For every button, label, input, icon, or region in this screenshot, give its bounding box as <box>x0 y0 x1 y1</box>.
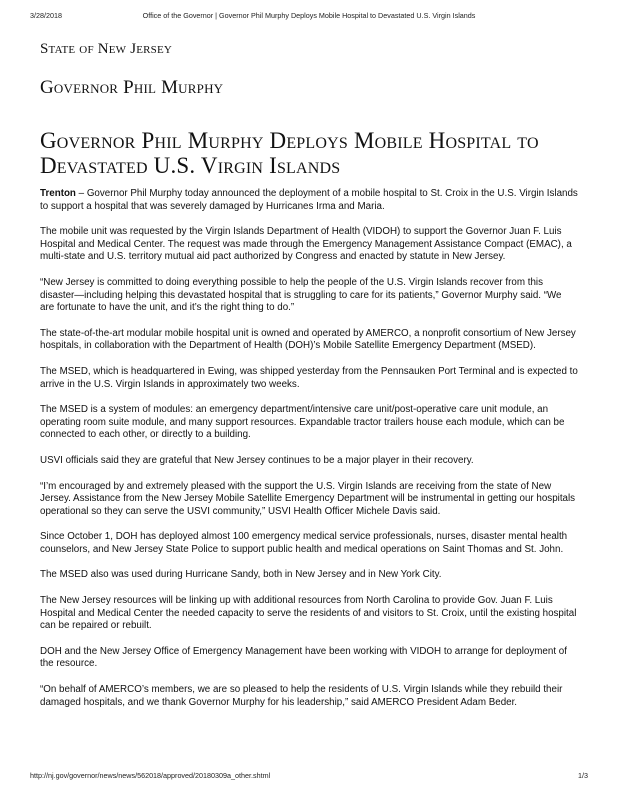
body-paragraph: The mobile unit was requested by the Virgin Islands Department of Health (VIDOH) to support the Governor Juan F. Luis Hospital and Medical Center. The request was made through the Emergency Management Assistance Compact (EMAC), a multi-state and U.S. territory mutual aid pact authorized by Congress and enacted by statute in New Jersey. <box>40 226 572 263</box>
body-paragraph: The MSED also was used during Hurricane Sandy, both in New Jersey and in New York City. <box>40 569 442 581</box>
lead-text: – Governor Phil Murphy today announced the deployment of a mobile hospital to St. Croix in the U.S. Virgin Islands to support a hospital that was severely damaged by Hurricanes Irma and Maria. <box>40 188 578 212</box>
print-page-number: 1/3 <box>578 771 588 780</box>
body-paragraph: “I’m encouraged by and extremely pleased with the support the U.S. Virgin Islands are receiving from the state of New Jersey. Assistance from the New Jersey Mobile Satellite Emergency Department will be instrumental in getting our hospitals operational so they can serve the USVI community,” USVI Health Officer Michele Davis said. <box>40 480 576 517</box>
lead-paragraph <box>40 188 578 213</box>
body-paragraph: “On behalf of AMERCO’s members, we are so pleased to help the residents of U.S. Virgin Islands while they rebuild their damaged hospitals, and we thank Governor Murphy for his leadership,” said AMERCO President Adam Beder. <box>40 684 563 708</box>
article-headline: Governor Phil Murphy Deploys Mobile Hospital to Devastated U.S. Virgin Islands <box>40 128 539 178</box>
state-link[interactable]: State of New Jersey <box>40 41 173 57</box>
body-paragraph: The New Jersey resources will be linking up with additional resources from North Carolina to provide Gov. Juan F. Luis Hospital and Medical Center the needed capacity to serve the residents of and visitors to St. Croix, until the existing hospital can be repaired or rebuilt. <box>40 595 577 632</box>
print-page-title: Office of the Governor | Governor Phil Murphy Deploys Mobile Hospital to Devastated U.S. Virgin Islands <box>142 11 476 20</box>
governor-link[interactable]: Governor Phil Murphy <box>40 77 224 98</box>
body-paragraph: The MSED is a system of modules: an emergency department/intensive care unit/post-operative care unit module, an operating room suite module, and many support resources. Expandable tractor trailers house each module, which can be connected to each other, or directly to a building. <box>40 404 565 441</box>
print-url: http://nj.gov/governor/news/news/562018/approved/20180309a_other.shtml <box>30 771 271 780</box>
body-paragraph: The MSED, which is headquartered in Ewing, was shipped yesterday from the Pennsauken Port Terminal and is expected to arrive in the U.S. Virgin Islands in approximately two weeks. <box>40 365 578 390</box>
body-paragraph: DOH and the New Jersey Office of Emergency Management have been working with VIDOH to arrange for deployment of the resource. <box>40 645 567 670</box>
print-date: 3/28/2018 <box>30 11 62 20</box>
body-paragraph: The state-of-the-art modular mobile hospital unit is owned and operated by AMERCO, a nonprofit consortium of New Jersey hospitals, in collaboration with the Department of Health (DOH)’s Mobile Satellite Emergency Department (MSED). <box>40 327 576 352</box>
body-paragraph: Since October 1, DOH has deployed almost 100 emergency medical service professionals, nurses, disaster mental health counselors, and New Jersey State Police to support public health and medical operations on Saint Thomas and St. John. <box>40 531 568 555</box>
body-paragraph: USVI officials said they are grateful that New Jersey continues to be a major player in their recovery. <box>40 454 474 466</box>
article-body <box>40 188 578 722</box>
body-paragraph: “New Jersey is committed to doing everything possible to help the people of the U.S. Virgin Islands recover from this disaster—including helping this devastated hospital that is struggling to care for its patients,” Governor Murphy said. “We are fortunate to have the unit, and it’s the right thing to do.” <box>40 276 562 314</box>
dateline: Trenton <box>40 188 76 199</box>
print-header <box>30 11 588 23</box>
print-footer <box>30 771 588 783</box>
